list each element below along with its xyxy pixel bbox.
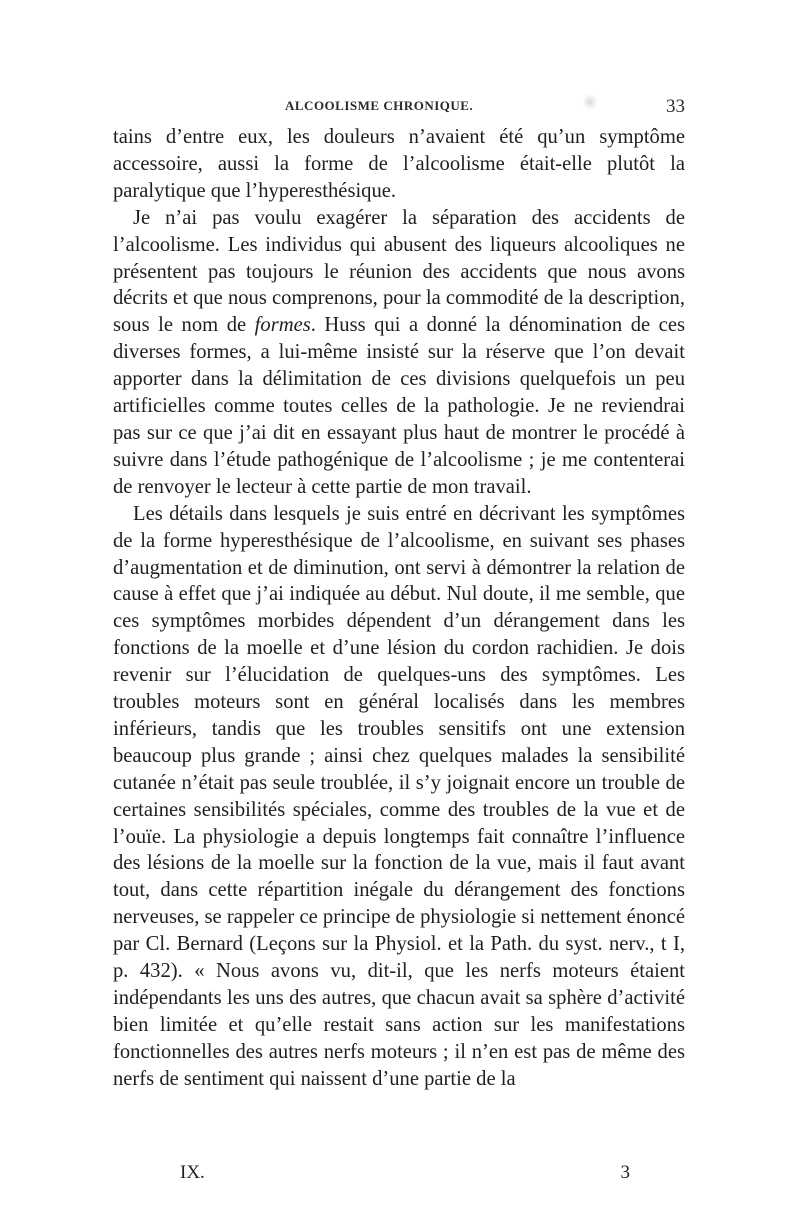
- paragraph-2-text-start: Je n’ai pas voulu exagérer la séparation des accidents de l’alcoolisme. Les individus qui abusent des liqueurs alcooliques ne présentent pas toujours le réunion des accidents que nous avons décrits et que nous comprenons, pour la commodité de la description, sous le nom de: [113, 206, 685, 337]
- italic-term: formes: [254, 314, 311, 337]
- paragraph-2-text-end: . Huss qui a donné la dénomination de ces diverses formes, a lui-même insisté sur la réserve que l’on devait apporter dans la délimitation de ces divisions quelquefois un peu artificielles comme toutes celles de la pathologie. Je ne reviendrai pas sur ce que j’ai dit en essayant plus haut de montrer le procédé à suivre dans l’étude pathogénique de l’alcoolisme ; je me contenterai de renvoyer le lecteur à cette partie de mon travail.: [113, 314, 685, 498]
- paragraph-3: Les détails dans lesquels je suis entré en décrivant les symptômes de la forme hyperesthésique de l’alcoolisme, en suivant ses phases d’augmentation et de diminution, ont servi à démontrer la relation de cause à effet que j’ai indiquée au début. Nul doute, il me semble, que ces symptômes morbides dépendent d’un dérangement dans les fonctions de la moelle et d’une lésion du cordon rachidien. Je dois revenir sur l’élucidation de quelques-uns des symptômes. Les troubles moteurs sont en général localisés dans les membres inférieurs, tandis que les troubles sensitifs ont une extension beaucoup plus grande ; ainsi chez quelques malades la sensibilité cutanée n’était pas seule troublée, il s’y joignait encore un trouble de certaines sensibilités spéciales, comme des troubles de la vue et de l’ouïe. La physiologie a depuis longtemps fait connaître l’influence des lésions de la moelle sur la fonction de la vue, mais il faut avant tout, dans cette répartition inégale du dérangement des fonctions nerveuses, se rappeler ce principe de physiologie si nettement énoncé par Cl. Bernard (Leçons sur la Physiol. et la Path. du syst. nerv., t I, p. 432). « Nous avons vu, dit-il, que les nerfs moteurs étaient indépendants les uns des autres, que chacun avait sa sphère d’activité bien limitée et qu’elle restait sans action sur les manifestations fonctionnelles des autres nerfs moteurs ; il n’en est pas de même des nerfs de sentiment qui naissent d’une partie de la: [113, 502, 685, 1090]
- running-title: ALCOOLISME CHRONIQUE.: [285, 98, 474, 113]
- paragraph-1: tains d’entre eux, les douleurs n’avaient été qu’un symptôme accessoire, aussi la forme de l’alcoolisme était-elle plutôt la paralytique que l’hyperesthésique.: [113, 126, 685, 202]
- page-footer: [110, 1162, 630, 1186]
- signature-mark: IX.: [180, 1162, 205, 1183]
- body-text: [113, 124, 685, 1093]
- paragraph-2: [113, 205, 685, 501]
- signature-number: 3: [620, 1162, 630, 1183]
- running-header: [110, 96, 685, 118]
- page-number: 33: [666, 96, 685, 117]
